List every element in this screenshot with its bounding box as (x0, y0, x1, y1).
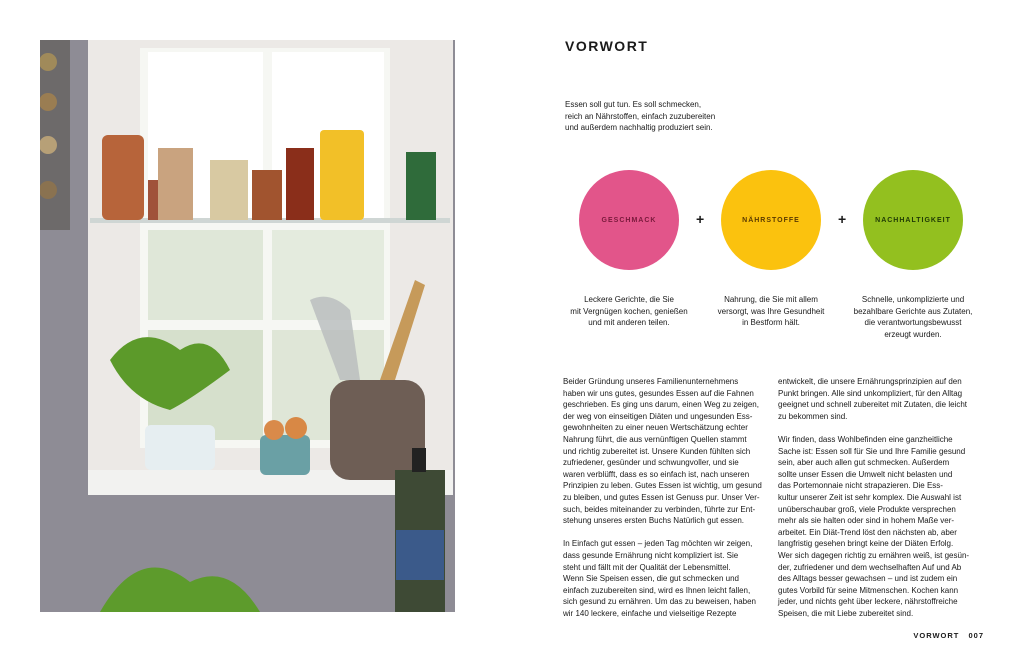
pillar-naehrstoffe: NÄHRSTOFFE (721, 170, 821, 270)
pillar-nachhaltigkeit: NACHHALTIGKEIT (863, 170, 963, 270)
page-number: 007 (968, 631, 984, 640)
intro-text: Essen soll gut tun. Es soll schmecken, reich an Nährstoffen, einfach zuzubereiten und außerdem nachhaltig produziert sein. (565, 100, 716, 132)
body-column-left: Beider Gründung unseres Familienunternehmens haben wir uns gutes, gesundes Essen auf die Fahnen geschrieben. Es ging uns darum, einen Weg zu zeigen, der weg von einseitigen Diäten und ungesunden Ess- gewohnheiten zu einer neuen Wertschätzung echter Nahrung führt, die aus vernünftigen Quellen stammt und richtig zubereitet ist. Unsere Kunden fühlten sich zufriedener, gesünder und schwungvoller, und sie waren verblüfft, dass es so einfach ist, nach unseren Prinzipien zu leben. Gutes Essen ist wichtig, um gesund zu bleiben, und gutes Essen ist Genuss pur. Unser Ver- such, beides miteinander zu verbinden, führte zur Ent- stehung unseres ersten Buchs Natürlich gut essen. In Einfach gut essen – jeden Tag möchten wir zeigen, dass gesunde Ernährung nicht kompliziert ist. Sie steht und fällt mit der Qualität der Lebensmittel. Wenn Sie Speisen essen, die gut schmecken und einfach zuzubereiten sind, wird es Ihnen leicht fallen, sich gesund zu ernähren. Um das zu beweisen, haben wir 140 leckere, einfache und vielseitige Rezepte (563, 377, 762, 618)
body-column-right: entwickelt, die unsere Ernährungsprinzipien auf den Punkt bringen. Alle sind unkompliziert, für den Alltag geeignet und schnell zubereitet mit Zutaten, die leicht zu bekommen sind. Wir finden, dass Wohlbefinden eine ganzheitliche Sache ist: Essen soll für Sie und Ihre Familie gesund sein, aber auch allen gut schmecken. Außerdem sollte unser Essen die Umwelt nicht belasten und das Portemonnaie nicht strapazieren. Die Ess- kultur unserer Zeit ist sehr komplex. Die Auswahl ist unüberschaubar groß, viele Produkte versprechen mehr als sie halten oder sind in hohem Maße ver- arbeitet. Ein Diät-Trend löst den nächsten ab, aber langfristig gesehen bringt keine der Diäten Erfolg. Wer sich dagegen richtig zu ernähren weiß, ist gesün- der, zufriedener und dem wechselhaften Auf und Ab des Alltags besser gewachsen – und ist zudem ein gutes Vorbild für seine Mitmenschen. Kochen kann jeder, und nichts geht über leckere, nährstoffreiche Speisen, die mit Liebe zubereitet sind. (778, 377, 970, 618)
pillar-caption: Nahrung, die Sie mit allem versorgt, was Ihre Gesundheit in Bestform hält. (717, 295, 825, 327)
page-title: VORWORT (565, 38, 649, 54)
pillar-caption: Leckere Gerichte, die Sie mit Vergnügen kochen, genießen und mit anderen teilen. (570, 295, 688, 327)
section-name: VORWORT (913, 631, 960, 640)
pillar-caption: Schnelle, unkomplizierte und bezahlbare Gerichte aus Zutaten, die verantwortungsbewusst erzeugt wurden. (853, 295, 973, 339)
page-footer (913, 631, 984, 640)
plus-icon: + (838, 211, 847, 227)
plus-icon: + (696, 211, 705, 227)
pillar-geschmack: GESCHMACK (579, 170, 679, 270)
kitchen-window-photo (40, 40, 455, 612)
